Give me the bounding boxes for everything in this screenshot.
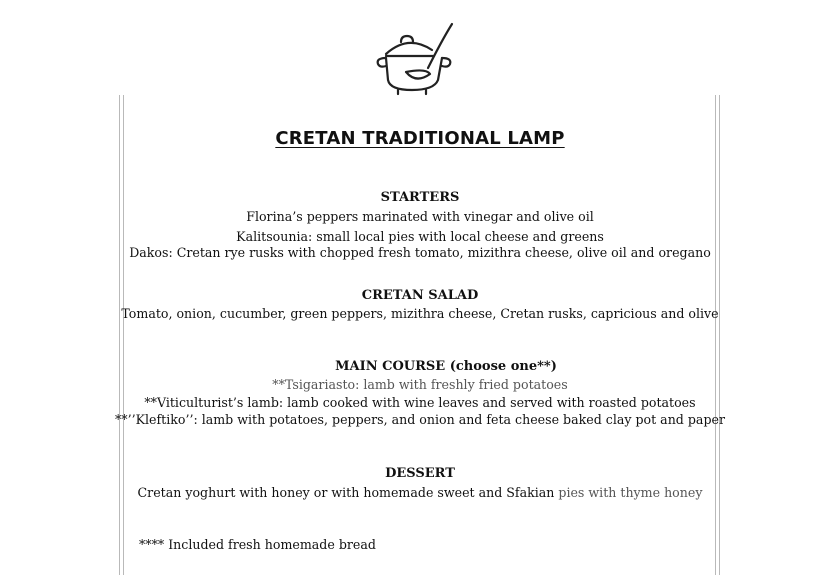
right-border-line [719, 95, 720, 575]
section-heading-dessert: DESSERT [385, 466, 455, 481]
pot-with-ladle-icon [372, 18, 468, 98]
menu-item: Kalitsounia: small local pies with local cheese and greens [236, 229, 604, 244]
menu-item: **Viticulturist’s lamb: lamb cooked with wine leaves and served with roasted potatoes [144, 395, 696, 410]
dessert-text-part1: Cretan yoghurt with honey or with homemade sweet and Sfakian [137, 485, 559, 500]
menu-item: Dakos: Cretan rye rusks with chopped fresh tomato, mizithra cheese, olive oil and oregano [129, 245, 711, 260]
section-heading-starters: STARTERS [380, 190, 460, 205]
dessert-text-part2: pies with thyme honey [558, 485, 703, 500]
right-border-line-inner [715, 95, 716, 575]
left-border-line-inner [123, 95, 124, 575]
bread-note: **** Included fresh homemade bread [139, 537, 376, 552]
menu-item: **Tsigariasto: lamb with freshly fried potatoes [272, 377, 568, 392]
left-border-line [119, 95, 120, 575]
menu-item: Florina’s peppers marinated with vinegar and olive oil [246, 209, 594, 224]
section-heading-salad: CRETAN SALAD [361, 288, 479, 303]
menu-item: **’’Kleftiko’’: lamb with potatoes, peppers, and onion and feta cheese baked clay pot and paper [115, 412, 725, 427]
menu-title: CRETAN TRADITIONAL LAMP [275, 128, 565, 149]
menu-item-dessert [0, 485, 840, 501]
section-heading-main-course: MAIN COURSE (choose one**) [335, 359, 557, 374]
menu-item: Tomato, onion, cucumber, green peppers, mizithra cheese, Cretan rusks, capricious and olive [121, 306, 719, 321]
